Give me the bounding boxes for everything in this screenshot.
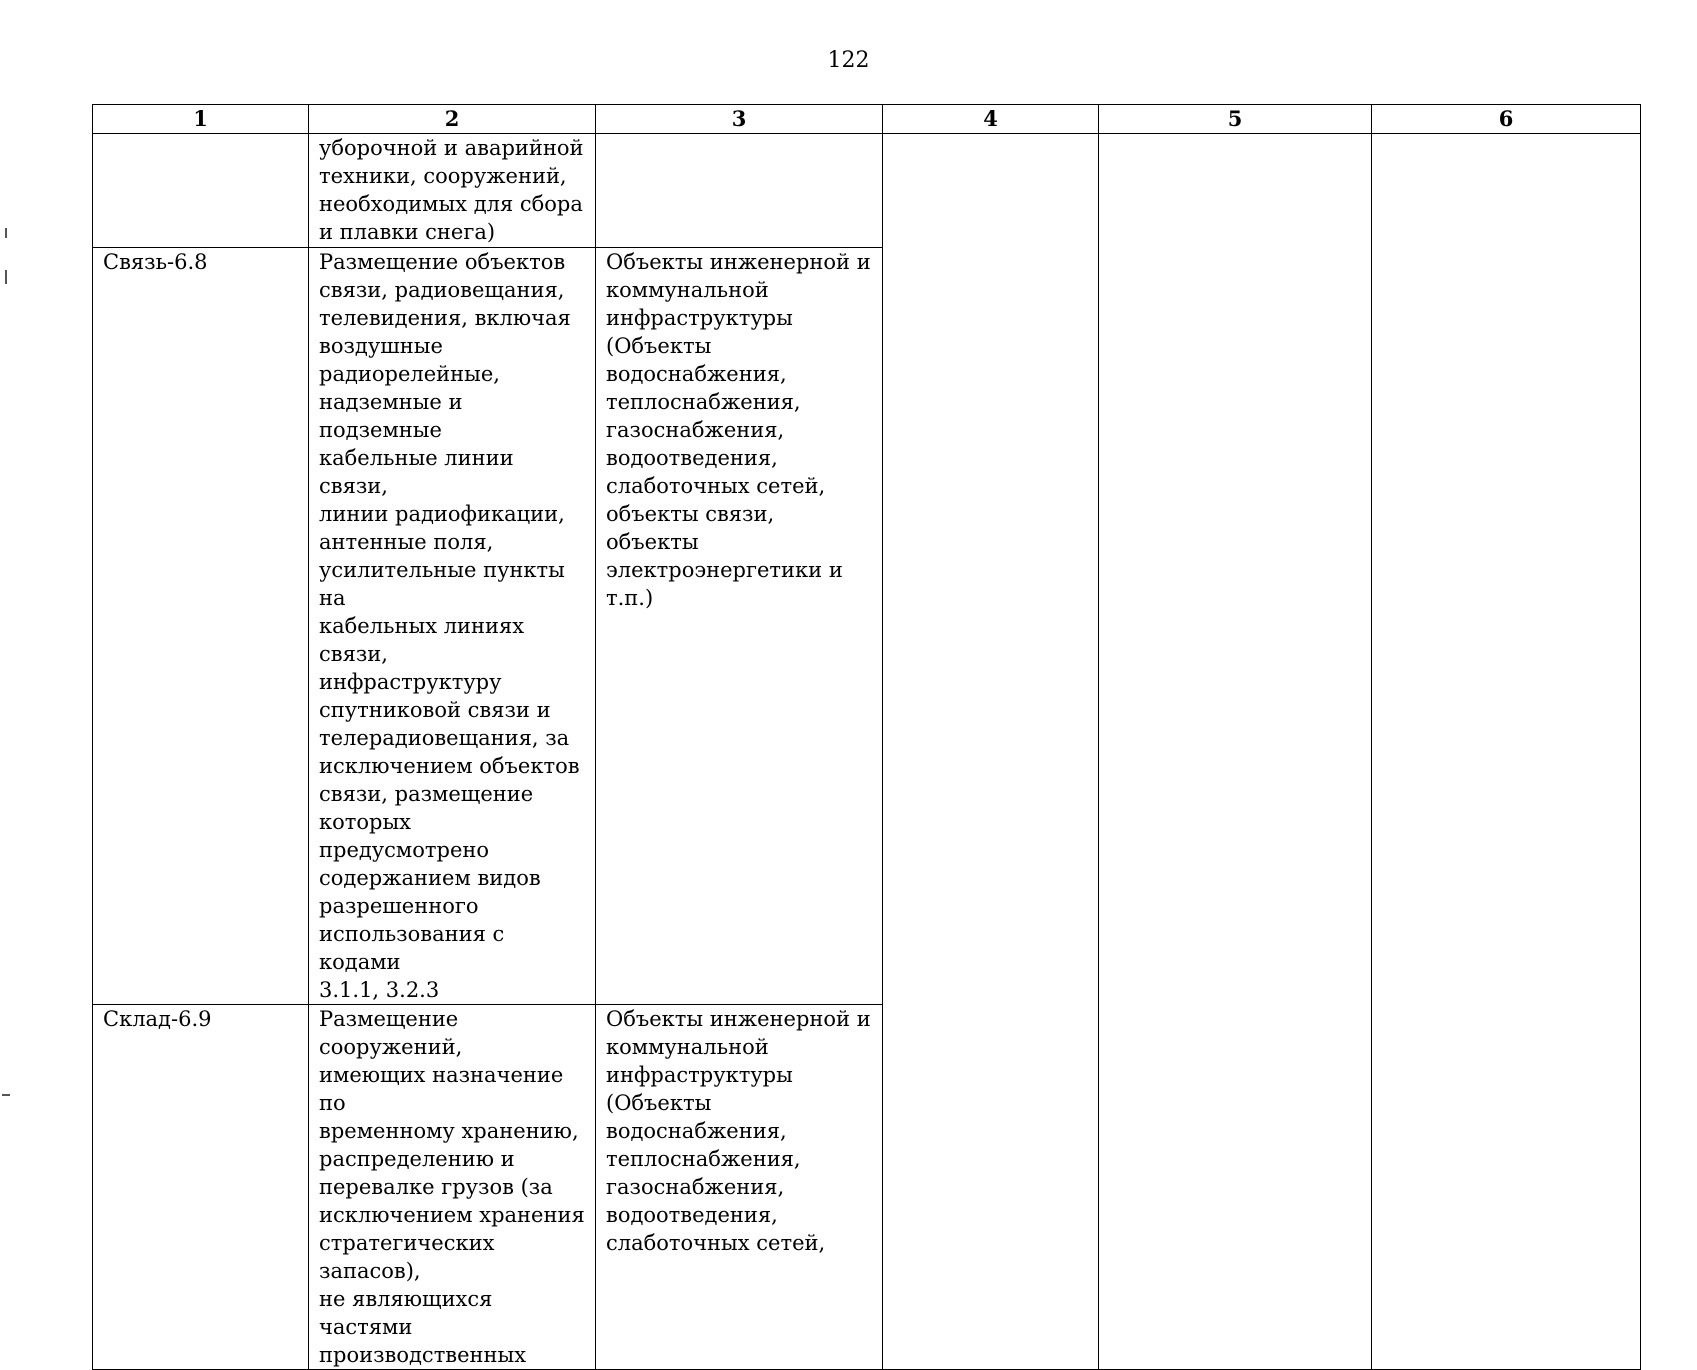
cell-text: Связь-6.8 bbox=[103, 250, 208, 274]
table-cell-code bbox=[93, 1005, 309, 1370]
table-cell-description bbox=[309, 1005, 596, 1370]
cell-text: Объекты инженерной и коммунальной инфраструктуры (Объекты водоснабжения, теплоснабжения, газоснабжения, водоотведения, слаботочных сетей, bbox=[606, 1007, 871, 1255]
column-header-3: 3 bbox=[596, 105, 883, 134]
page-number: 122 bbox=[827, 48, 870, 73]
table-cell-code bbox=[93, 134, 309, 248]
table-cell-code bbox=[93, 248, 309, 1005]
scan-mark bbox=[2, 1094, 10, 1096]
table-cell-col5 bbox=[1099, 134, 1372, 1370]
table-cell-objects bbox=[596, 1005, 883, 1370]
cell-text: Склад-6.9 bbox=[103, 1007, 212, 1031]
column-header-1: 1 bbox=[93, 105, 309, 134]
header-row bbox=[93, 105, 1641, 134]
table-cell-objects bbox=[596, 248, 883, 1005]
cell-text: уборочной и аварийной техники, сооружений, необходимых для сбора и плавки снега) bbox=[319, 136, 584, 244]
column-header-5: 5 bbox=[1099, 105, 1372, 134]
cell-text: Размещение сооружений, имеющих назначение по временному хранению, распределению и перевалке грузов (за исключением хранения стратегических запасов), не являющихся частями производственных bbox=[319, 1007, 585, 1367]
column-header-6: 6 bbox=[1372, 105, 1641, 134]
table-cell-col4 bbox=[883, 134, 1099, 1370]
table-cell-col6 bbox=[1372, 134, 1641, 1370]
column-header-2: 2 bbox=[309, 105, 596, 134]
scan-mark bbox=[5, 228, 7, 238]
table-row bbox=[93, 134, 1641, 248]
table-cell-objects bbox=[596, 134, 883, 248]
table-cell-description bbox=[309, 134, 596, 248]
cell-text: Размещение объектов связи, радиовещания, телевидения, включая воздушные радиорелейные, надземные и подземные кабельные линии связи, линии радиофикации, антенные поля, усилительные пункты на кабельных линиях связи, инфраструктуру спутниковой связи и телерадиовещания, за исключением объектов связи, размещение которых предусмотрено содержанием видов разрешенного использования с кодами 3.1.1, 3.2.3 bbox=[319, 250, 580, 1002]
scan-mark bbox=[5, 270, 7, 284]
cell-text: Объекты инженерной и коммунальной инфраструктуры (Объекты водоснабжения, теплоснабжения, газоснабжения, водоотведения, слаботочных сетей, объекты связи, объекты электроэнергетики и т.п.) bbox=[606, 250, 871, 610]
column-header-4: 4 bbox=[883, 105, 1099, 134]
document-table bbox=[92, 104, 1641, 1370]
table-cell-description bbox=[309, 248, 596, 1005]
